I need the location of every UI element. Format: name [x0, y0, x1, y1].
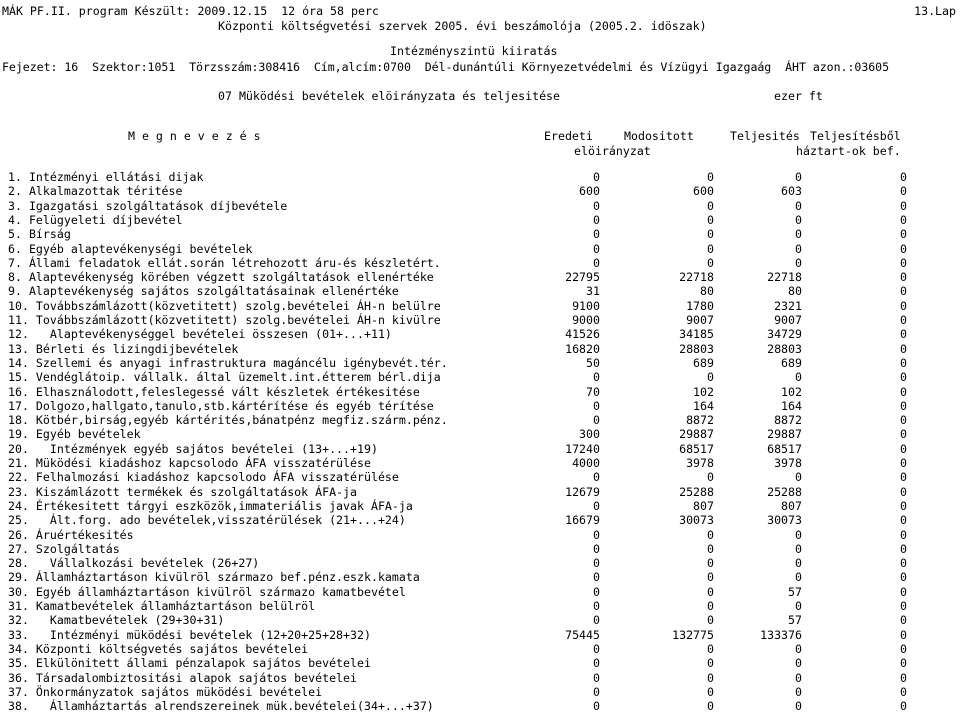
row-value-v1: 50	[586, 355, 600, 370]
row-value-v2: 0	[707, 198, 714, 213]
row-value-v3: 30073	[767, 513, 802, 528]
row-value-v4: 0	[900, 270, 907, 285]
row-value-v1: 0	[593, 556, 600, 571]
row-value-v4: 0	[900, 284, 907, 299]
row-label: 28. Vállalkozási bevételek (26+27)	[8, 556, 260, 571]
row-value-v2: 132775	[672, 627, 714, 642]
row-value-v2: 0	[707, 684, 714, 699]
page-number: 13.Lap	[914, 4, 956, 18]
row-value-v3: 68517	[767, 441, 802, 456]
column-header-teljesitesbol: Teljesítésből	[810, 129, 901, 143]
row-label: 13. Bérleti és lizingdijbevételek	[8, 341, 239, 356]
row-value-v4: 0	[900, 170, 907, 184]
row-value-v4: 0	[900, 298, 907, 313]
row-value-v4: 0	[900, 241, 907, 256]
row-value-v3: 29887	[767, 427, 802, 442]
row-label: 15. Vendéglátoip. vállalk. által üzemelt.int.étterem bérl.dija	[8, 370, 441, 385]
row-value-v3: 28803	[767, 341, 802, 356]
row-value-v3: 25288	[767, 484, 802, 499]
row-value-v4: 0	[900, 670, 907, 685]
row-value-v4: 0	[900, 541, 907, 556]
row-value-v2: 0	[707, 599, 714, 613]
row-value-v4: 0	[900, 384, 907, 399]
row-value-v1: 0	[593, 699, 600, 713]
row-value-v2: 0	[707, 227, 714, 242]
row-label: 19. Egyéb bevételek	[8, 427, 141, 442]
row-value-v3: 0	[795, 599, 802, 613]
row-value-v3: 603	[781, 184, 802, 199]
row-value-v1: 0	[593, 527, 600, 542]
row-label: 33. Intézményi müködési bevételek (12+20+25+28+32)	[8, 627, 371, 642]
row-value-v1: 16679	[565, 513, 600, 528]
row-value-v2: 29887	[679, 427, 714, 442]
row-value-v1: 0	[593, 470, 600, 485]
row-value-v2: 164	[693, 398, 714, 413]
row-value-v2: 807	[693, 498, 714, 513]
row-label: 16. Elhasználodott,feleslegessé vált készletek értékesitése	[8, 384, 420, 399]
row-value-v2: 68517	[679, 441, 714, 456]
row-label: 29. Államháztartáson kivülröl származo bef.pénz.eszk.kamata	[8, 570, 420, 585]
row-value-v4: 0	[900, 484, 907, 499]
row-value-v4: 0	[900, 498, 907, 513]
row-value-v3: 0	[795, 241, 802, 256]
row-label: 34. Központi költségvetés sajátos bevételei	[8, 641, 309, 656]
row-label: 9. Alaptevékenység sajátos szolgáltatásainak ellenértéke	[8, 284, 399, 299]
row-value-v2: 22718	[679, 270, 714, 285]
row-label: 1. Intézményi ellátási dijak	[8, 170, 204, 184]
row-value-v1: 0	[593, 584, 600, 599]
row-value-v4: 0	[900, 313, 907, 327]
row-value-v2: 0	[707, 570, 714, 585]
row-value-v1: 17240	[565, 441, 600, 456]
row-value-v1: 0	[593, 170, 600, 184]
row-value-v3: 0	[795, 641, 802, 656]
row-value-v2: 0	[707, 584, 714, 599]
row-value-v1: 0	[593, 656, 600, 671]
row-value-v1: 12679	[565, 484, 600, 499]
row-value-v3: 0	[795, 212, 802, 227]
row-value-v3: 0	[795, 227, 802, 242]
column-header-teljesites: Teljesités	[730, 129, 800, 143]
row-value-v4: 0	[900, 456, 907, 470]
row-value-v1: 0	[593, 570, 600, 585]
row-value-v2: 3978	[686, 456, 714, 470]
row-label: 7. Állami feladatok ellát.során létrehozott áru-és készletért.	[8, 255, 441, 270]
row-label: 8. Alaptevékenység körében végzett szolgáltatások ellenértéke	[8, 270, 434, 285]
row-value-v4: 0	[900, 570, 907, 585]
row-label: 6. Egyéb alaptevékenységi bevételek	[8, 241, 253, 256]
row-value-v3: 0	[795, 684, 802, 699]
row-value-v4: 0	[900, 398, 907, 413]
row-value-v4: 0	[900, 427, 907, 442]
row-value-v3: 0	[795, 570, 802, 585]
row-value-v2: 0	[707, 255, 714, 270]
row-value-v3: 3978	[774, 456, 802, 470]
row-value-v4: 0	[900, 327, 907, 342]
row-label: 12. Alaptevékenységgel bevételei összesen (01+...+11)	[8, 327, 392, 342]
row-value-v3: 0	[795, 370, 802, 385]
row-label: 10. Továbbszámlázott(közvetitett) szolg.bevételei ÁH-n belülre	[8, 298, 441, 313]
row-value-v2: 0	[707, 370, 714, 385]
row-label: 5. Bírság	[8, 227, 71, 242]
row-value-v1: 9100	[572, 298, 600, 313]
row-label: 26. Áruértékesités	[8, 527, 134, 542]
row-value-v1: 22795	[565, 270, 600, 285]
row-value-v1: 75445	[565, 627, 600, 642]
column-header-eredeti-2: elöirányzat	[574, 144, 651, 158]
row-value-v3: 0	[795, 170, 802, 184]
row-value-v1: 0	[593, 684, 600, 699]
row-label: 25. Ált.forg. ado bevételek,visszatérülések (21+...+24)	[8, 513, 406, 528]
row-value-v4: 0	[900, 627, 907, 642]
row-label: 38. Államháztartás alrendszereinek mük.bevételei(34+...+37)	[8, 699, 434, 713]
row-value-v1: 300	[579, 427, 600, 442]
row-value-v2: 0	[707, 699, 714, 713]
row-value-v3: 0	[795, 699, 802, 713]
row-value-v1: 16820	[565, 341, 600, 356]
row-value-v3: 133376	[760, 627, 802, 642]
row-label: 24. Értékesitett tárgyi eszközök,immateriális javak ÁFA-ja	[8, 498, 413, 513]
row-label: 31. Kamatbevételek államháztartáson belülröl	[8, 599, 316, 613]
row-value-v1: 0	[593, 498, 600, 513]
row-value-v1: 0	[593, 541, 600, 556]
row-value-v2: 0	[707, 556, 714, 571]
column-header-eredeti: Eredeti	[544, 129, 593, 143]
row-value-v3: 0	[795, 198, 802, 213]
row-value-v3: 689	[781, 355, 802, 370]
row-value-v1: 0	[593, 212, 600, 227]
row-label: 32. Kamatbevételek (29+30+31)	[8, 613, 225, 628]
row-value-v1: 0	[593, 370, 600, 385]
row-value-v4: 0	[900, 699, 907, 713]
row-value-v3: 0	[795, 656, 802, 671]
row-value-v4: 0	[900, 584, 907, 599]
row-value-v3: 2321	[774, 298, 802, 313]
row-value-v4: 0	[900, 470, 907, 485]
row-value-v1: 0	[593, 613, 600, 628]
program-line: MÁK PF.II. program Készült: 2009.12.15 12 óra 58 perc	[2, 4, 379, 18]
row-value-v1: 0	[593, 670, 600, 685]
report-subtitle: Intézményszintü kiiratás	[390, 44, 558, 58]
column-header-name: M e g n e v e z é s	[128, 129, 261, 143]
row-value-v3: 8872	[774, 413, 802, 428]
row-value-v3: 34729	[767, 327, 802, 342]
row-value-v2: 0	[707, 470, 714, 485]
row-value-v2: 600	[693, 184, 714, 199]
row-value-v4: 0	[900, 441, 907, 456]
row-value-v4: 0	[900, 513, 907, 528]
row-value-v4: 0	[900, 527, 907, 542]
row-value-v3: 0	[795, 541, 802, 556]
row-value-v4: 0	[900, 684, 907, 699]
table-title: 07 Müködési bevételek elöirányzata és teljesitése	[218, 89, 561, 103]
row-label: 22. Felhalmozási kiadáshoz kapcsolodo ÁFA visszatérülése	[8, 470, 399, 485]
row-value-v3: 9007	[774, 313, 802, 327]
row-value-v4: 0	[900, 341, 907, 356]
row-value-v1: 0	[593, 599, 600, 613]
row-value-v4: 0	[900, 355, 907, 370]
row-value-v2: 1780	[686, 298, 714, 313]
row-value-v2: 0	[707, 212, 714, 227]
row-value-v4: 0	[900, 184, 907, 199]
row-value-v4: 0	[900, 613, 907, 628]
row-label: 30. Egyéb államháztartáson kivülröl származo kamatbevétel	[8, 584, 406, 599]
row-value-v2: 9007	[686, 313, 714, 327]
row-value-v4: 0	[900, 656, 907, 671]
row-label: 37. Önkormányzatok sajátos müködési bevételei	[8, 684, 323, 699]
row-value-v1: 0	[593, 241, 600, 256]
row-label: 27. Szolgáltatás	[8, 541, 120, 556]
row-value-v3: 0	[795, 255, 802, 270]
row-label: 20. Intézmények egyéb sajátos bevételei (13+...+19)	[8, 441, 378, 456]
row-value-v2: 689	[693, 355, 714, 370]
column-header-teljesitesbol-2: háztart-ok bef.	[796, 144, 901, 158]
row-value-v3: 0	[795, 556, 802, 571]
row-label: 21. Müködési kiadáshoz kapcsolodo ÁFA visszatérülése	[8, 456, 371, 470]
row-value-v2: 30073	[679, 513, 714, 528]
row-value-v2: 80	[700, 284, 714, 299]
row-value-v2: 102	[693, 384, 714, 399]
column-header-modositott: Modositott	[624, 129, 694, 143]
row-value-v2: 0	[707, 527, 714, 542]
row-value-v3: 164	[781, 398, 802, 413]
row-label: 36. Társadalombiztositási alapok sajátos bevételei	[8, 670, 358, 685]
row-value-v2: 8872	[686, 413, 714, 428]
row-value-v1: 70	[586, 384, 600, 399]
row-value-v4: 0	[900, 599, 907, 613]
row-value-v3: 57	[788, 584, 802, 599]
unit-label: ezer ft	[774, 89, 823, 103]
row-value-v2: 0	[707, 170, 714, 184]
row-value-v2: 34185	[679, 327, 714, 342]
row-label: 11. Továbbszámlázott(közvetitett) szolg.bevételei ÁH-n kivülre	[8, 313, 441, 327]
row-value-v4: 0	[900, 641, 907, 656]
row-value-v4: 0	[900, 227, 907, 242]
row-value-v1: 31	[586, 284, 600, 299]
row-label: 3. Igazgatási szolgáltatások díjbevétele	[8, 198, 288, 213]
row-value-v1: 0	[593, 255, 600, 270]
row-value-v4: 0	[900, 556, 907, 571]
row-value-v3: 102	[781, 384, 802, 399]
row-value-v1: 4000	[572, 456, 600, 470]
row-label: 23. Kiszámlázott termékek és szolgáltatások ÁFA-ja	[8, 484, 358, 499]
row-label: 18. Kötbér,birság,egyéb kártérités,bánatpénz megfiz.szárm.pénz.	[8, 413, 448, 428]
row-value-v1: 0	[593, 641, 600, 656]
row-value-v2: 0	[707, 641, 714, 656]
row-value-v3: 0	[795, 470, 802, 485]
row-label: 2. Alkalmazottak téritése	[8, 184, 183, 199]
row-value-v2: 25288	[679, 484, 714, 499]
row-value-v1: 41526	[565, 327, 600, 342]
row-value-v1: 0	[593, 398, 600, 413]
row-value-v4: 0	[900, 212, 907, 227]
row-value-v2: 0	[707, 670, 714, 685]
row-value-v4: 0	[900, 255, 907, 270]
row-label: 14. Szellemi és anyagi infrastruktura magáncélu igénybevét.tér.	[8, 355, 448, 370]
row-value-v2: 0	[707, 241, 714, 256]
row-value-v4: 0	[900, 370, 907, 385]
row-value-v3: 22718	[767, 270, 802, 285]
row-label: 17. Dolgozo,hallgato,tanulo,stb.kártérítése és egyéb térítése	[8, 398, 434, 413]
row-value-v1: 0	[593, 198, 600, 213]
row-value-v1: 9000	[572, 313, 600, 327]
report-title: Központi költségvetési szervek 2005. évi beszámolója (2005.2. idöszak)	[218, 19, 707, 33]
row-value-v2: 28803	[679, 341, 714, 356]
row-value-v3: 0	[795, 527, 802, 542]
row-value-v3: 80	[788, 284, 802, 299]
row-label: 35. Elkülönitett állami pénzalapok sajátos bevételei	[8, 656, 371, 671]
row-value-v4: 0	[900, 413, 907, 428]
row-value-v4: 0	[900, 198, 907, 213]
row-label: 4. Felügyeleti díjbevétel	[8, 212, 183, 227]
row-value-v2: 0	[707, 656, 714, 671]
row-value-v1: 600	[579, 184, 600, 199]
chapter-line: Fejezet: 16 Szektor:1051 Törzsszám:308416 Cím,alcím:0700 Dél-dunántúli Környezetvédelmi és Vízügyi Igazgaág ÁHT azon.:03605	[2, 60, 890, 74]
row-value-v2: 0	[707, 613, 714, 628]
row-value-v3: 57	[788, 613, 802, 628]
row-value-v3: 0	[795, 670, 802, 685]
row-value-v2: 0	[707, 541, 714, 556]
row-value-v1: 0	[593, 413, 600, 428]
row-value-v1: 0	[593, 227, 600, 242]
row-value-v3: 807	[781, 498, 802, 513]
